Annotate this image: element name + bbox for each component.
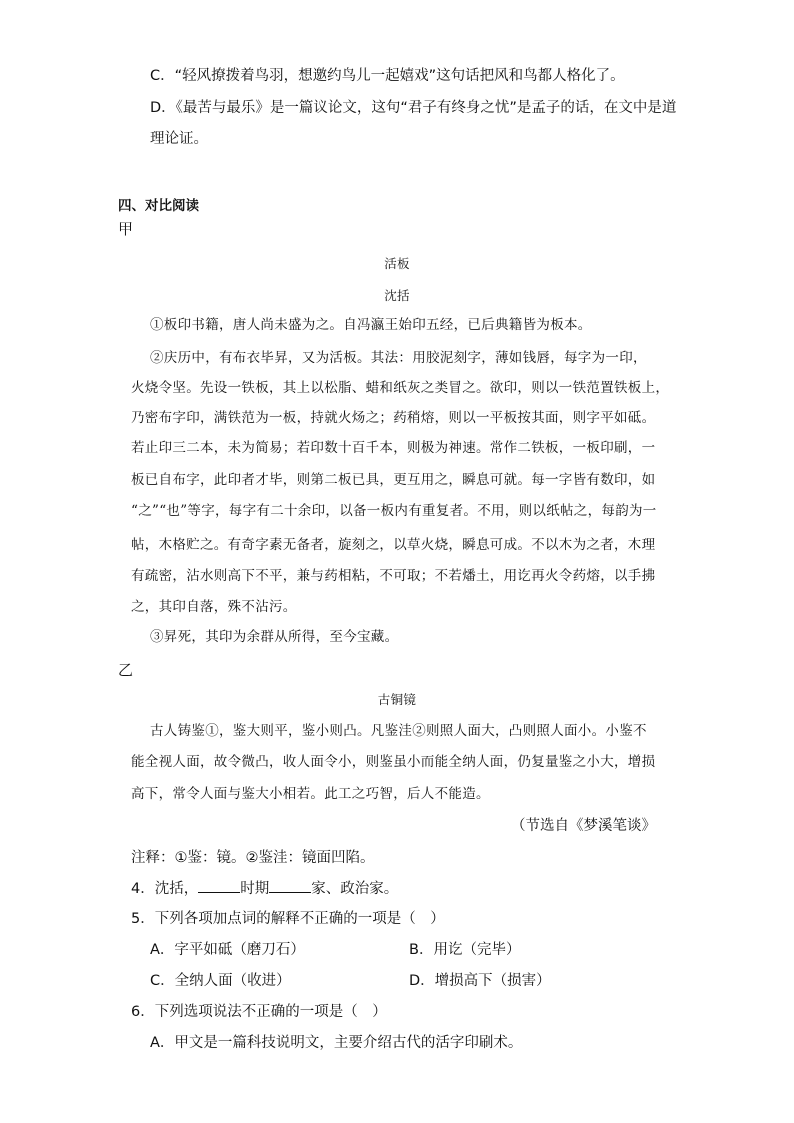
label-jia: 甲 [118, 220, 134, 238]
passage-a-line: 板已自布字，此印者才毕，则第二板已具，更互用之，瞬息可就。每一字皆有数印，如 [131, 472, 656, 488]
passage-a-title: 活板 [384, 256, 410, 271]
answer-blank-profession[interactable] [269, 878, 311, 893]
notes: 注释：①鉴：镜。②鉴洼：镜面凹陷。 [131, 850, 375, 866]
passage-a-author: 沈括 [384, 288, 410, 303]
option-d-line1: D．《最苦与最乐》是一篇议论文，这句“君子有终身之忧”是孟子的话，在文中是道 [150, 100, 677, 116]
question-5-option-c: C．全纳人面（收进） [150, 973, 291, 989]
question-4-pre: 4．沈括， [131, 881, 199, 897]
option-d-line2: 理论证。 [150, 131, 208, 147]
question-5-option-a: A．字平如砥（磨刀石） [150, 942, 305, 958]
answer-blank-period[interactable] [198, 878, 240, 893]
question-6-stem: 6．下列选项说法不正确的一项是（ ） [131, 1004, 387, 1020]
passage-a-line: 帖，木格贮之。有奇字素无备者，旋刻之，以草火烧，瞬息可成。不以木为之者，木理 [131, 537, 656, 553]
question-5-option-d: D．增损高下（损害） [409, 973, 551, 989]
question-5-stem: 5．下列各项加点词的解释不正确的一项是（ ） [131, 911, 445, 927]
passage-a-line: 若止印三二本，未为简易；若印数十百千本，则极为神速。常作二铁板，一板印刷，一 [131, 440, 656, 456]
passage-b-line: 能全视人面，故令微凸，收人面令小，则鉴虽小而能全纳人面，仍复量鉴之小大，增损 [131, 754, 656, 770]
passage-a-line: 乃密布字印，满铁范为一板，持就火炀之；药稍熔，则以一平板按其面，则字平如砥。 [131, 410, 656, 426]
passage-b-line: 古人铸鉴①，鉴大则平，鉴小则凸。凡鉴洼②则照人面大，凸则照人面小。小鉴不 [150, 723, 647, 739]
passage-a-line: 之，其印自落，殊不沾污。 [131, 599, 297, 615]
section-heading: 四、对比阅读 [118, 198, 199, 214]
question-4-mid: 时期 [240, 881, 270, 897]
question-5-option-b: B．用讫（完毕） [409, 942, 521, 958]
passage-b-source: （节选自《梦溪笔谈》 [511, 818, 656, 834]
passage-b-title: 古铜镜 [377, 692, 417, 707]
passage-a-line: ①板印书籍，唐人尚未盛为之。自冯瀛王始印五经，已后典籍皆为板本。 [150, 317, 592, 333]
passage-a-line: 有疏密，沾水则高下不平，兼与药相粘，不可取；不若燔土，用讫再火令药熔，以手拂 [131, 568, 656, 584]
option-c: C．“轻风撩拨着鸟羽，想邀约鸟儿一起嬉戏”这句话把风和鸟都人格化了。 [150, 68, 625, 84]
passage-a-line: ③昇死，其印为余群从所得，至今宝藏。 [150, 629, 399, 645]
question-4 [131, 878, 398, 899]
question-6-option-a: A．甲文是一篇科技说明文，主要介绍古代的活字印刷术。 [150, 1035, 523, 1051]
label-yi: 乙 [118, 661, 134, 679]
passage-a-line: ②庆历中，有布衣毕昇，又为活板。其法：用胶泥刻字，薄如钱唇，每字为一印， [150, 350, 647, 366]
passage-b-line: 高下，常令人面与鉴大小相若。此工之巧智，后人不能造。 [131, 786, 490, 802]
passage-a-line: “之”“也”等字，每字有二十余印，以备一板内有重复者。不用，则以纸帖之，每韵为一 [131, 503, 657, 519]
passage-a-line: 火烧令坚。先设一铁板，其上以松脂、蜡和纸灰之类冒之。欲印，则以一铁范置铁板上， [131, 380, 670, 396]
question-4-post: 家、政治家。 [311, 881, 399, 897]
